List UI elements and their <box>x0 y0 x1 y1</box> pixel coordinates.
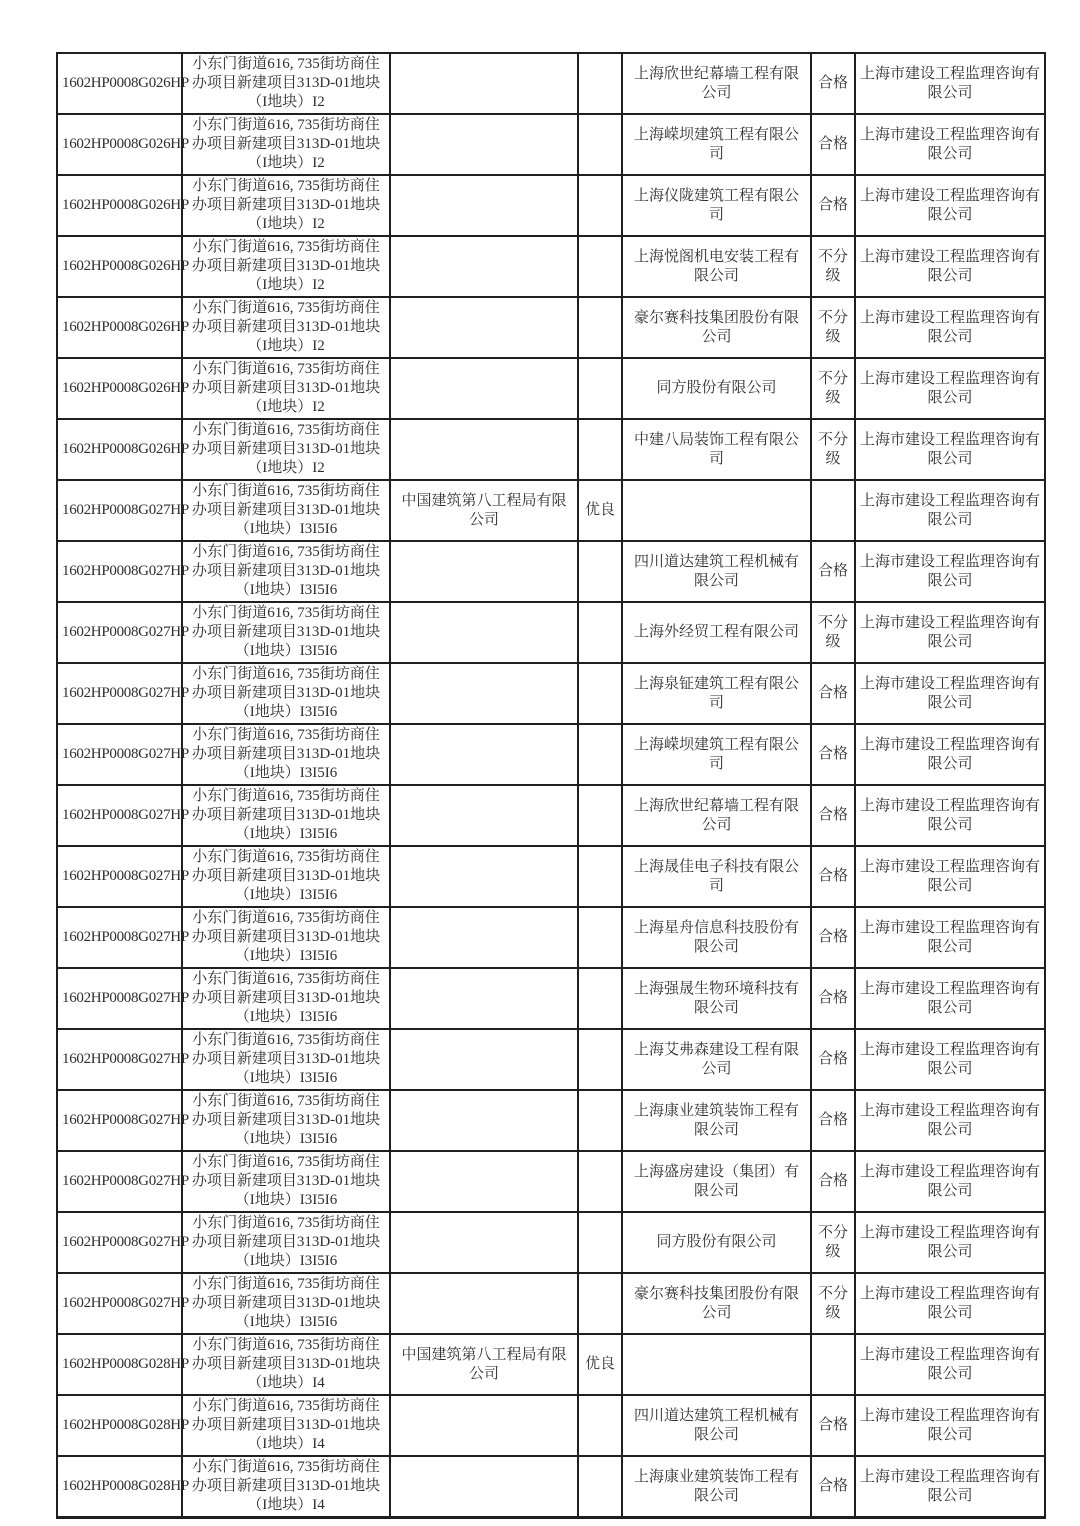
cell-project-name: 小东门街道616, 735街坊商住办项目新建项目313D-01地块（I地块）I3I5I6 <box>182 602 390 663</box>
cell-subcontractor: 四川道达建筑工程机械有限公司 <box>622 541 811 602</box>
cell-subcontractor-grade: 合格 <box>811 1029 855 1090</box>
cell-supervisor: 上海市建设工程监理咨询有限公司 <box>855 1334 1045 1395</box>
cell-registration-code: 1602HP0008G026HP <box>57 297 182 358</box>
cell-subcontractor: 上海嵘坝建筑工程有限公司 <box>622 724 811 785</box>
cell-contractor <box>390 358 578 419</box>
cell-subcontractor: 上海欣世纪幕墙工程有限公司 <box>622 785 811 846</box>
cell-project-name: 小东门街道616, 735街坊商住办项目新建项目313D-01地块（I地块）I3I5I6 <box>182 1212 390 1273</box>
cell-contractor-grade <box>578 1456 622 1518</box>
cell-registration-code: 1602HP0008G028HP <box>57 1395 182 1456</box>
cell-project-name: 小东门街道616, 735街坊商住办项目新建项目313D-01地块（I地块）I3I5I6 <box>182 1029 390 1090</box>
cell-contractor <box>390 1212 578 1273</box>
cell-subcontractor: 上海晟佳电子科技有限公司 <box>622 846 811 907</box>
cell-subcontractor-grade: 合格 <box>811 1395 855 1456</box>
cell-contractor-grade <box>578 785 622 846</box>
cell-supervisor: 上海市建设工程监理咨询有限公司 <box>855 663 1045 724</box>
cell-supervisor: 上海市建设工程监理咨询有限公司 <box>855 907 1045 968</box>
cell-subcontractor: 上海仪陇建筑工程有限公司 <box>622 175 811 236</box>
table-row <box>57 1151 1045 1212</box>
cell-contractor-grade <box>578 1212 622 1273</box>
cell-supervisor: 上海市建设工程监理咨询有限公司 <box>855 114 1045 175</box>
cell-project-name: 小东门街道616, 735街坊商住办项目新建项目313D-01地块（I地块）I2 <box>182 175 390 236</box>
cell-contractor <box>390 419 578 480</box>
cell-project-name: 小东门街道616, 735街坊商住办项目新建项目313D-01地块（I地块）I3I5I6 <box>182 1151 390 1212</box>
cell-supervisor: 上海市建设工程监理咨询有限公司 <box>855 53 1045 114</box>
cell-contractor <box>390 907 578 968</box>
cell-project-name: 小东门街道616, 735街坊商住办项目新建项目313D-01地块（I地块）I2 <box>182 53 390 114</box>
cell-contractor <box>390 236 578 297</box>
cell-subcontractor-grade: 合格 <box>811 1151 855 1212</box>
table-row <box>57 1090 1045 1151</box>
cell-contractor <box>390 53 578 114</box>
cell-project-name: 小东门街道616, 735街坊商住办项目新建项目313D-01地块（I地块）I2 <box>182 114 390 175</box>
cell-registration-code: 1602HP0008G027HP <box>57 1029 182 1090</box>
cell-subcontractor: 上海强晟生物环境科技有限公司 <box>622 968 811 1029</box>
cell-contractor-grade <box>578 297 622 358</box>
cell-registration-code: 1602HP0008G027HP <box>57 968 182 1029</box>
table-row <box>57 907 1045 968</box>
cell-contractor-grade <box>578 175 622 236</box>
cell-project-name: 小东门街道616, 735街坊商住办项目新建项目313D-01地块（I地块）I4 <box>182 1395 390 1456</box>
cell-project-name: 小东门街道616, 735街坊商住办项目新建项目313D-01地块（I地块）I3I5I6 <box>182 846 390 907</box>
table-row <box>57 297 1045 358</box>
cell-contractor-grade <box>578 1395 622 1456</box>
table-row <box>57 1334 1045 1395</box>
cell-contractor-grade <box>578 358 622 419</box>
table-row <box>57 785 1045 846</box>
cell-subcontractor: 上海艾弗森建设工程有限公司 <box>622 1029 811 1090</box>
cell-subcontractor-grade: 合格 <box>811 114 855 175</box>
table-row <box>57 1273 1045 1334</box>
cell-subcontractor-grade: 不分级 <box>811 236 855 297</box>
cell-project-name: 小东门街道616, 735街坊商住办项目新建项目313D-01地块（I地块）I3I5I6 <box>182 907 390 968</box>
table-row <box>57 1212 1045 1273</box>
cell-contractor-grade <box>578 602 622 663</box>
cell-subcontractor-grade: 合格 <box>811 663 855 724</box>
cell-supervisor: 上海市建设工程监理咨询有限公司 <box>855 1029 1045 1090</box>
table-row <box>57 724 1045 785</box>
cell-contractor <box>390 1395 578 1456</box>
cell-supervisor: 上海市建设工程监理咨询有限公司 <box>855 297 1045 358</box>
cell-contractor-grade <box>578 419 622 480</box>
cell-project-name: 小东门街道616, 735街坊商住办项目新建项目313D-01地块（I地块）I3I5I6 <box>182 724 390 785</box>
cell-contractor-grade <box>578 846 622 907</box>
cell-contractor <box>390 114 578 175</box>
cell-contractor: 中国建筑第八工程局有限公司 <box>390 480 578 541</box>
cell-project-name: 小东门街道616, 735街坊商住办项目新建项目313D-01地块（I地块）I4 <box>182 1334 390 1395</box>
cell-project-name: 小东门街道616, 735街坊商住办项目新建项目313D-01地块（I地块）I3I5I6 <box>182 968 390 1029</box>
cell-contractor-grade <box>578 541 622 602</box>
cell-supervisor: 上海市建设工程监理咨询有限公司 <box>855 602 1045 663</box>
cell-subcontractor: 豪尔赛科技集团股份有限公司 <box>622 1273 811 1334</box>
cell-subcontractor: 同方股份有限公司 <box>622 1212 811 1273</box>
cell-contractor-grade <box>578 907 622 968</box>
cell-subcontractor: 同方股份有限公司 <box>622 358 811 419</box>
cell-supervisor: 上海市建设工程监理咨询有限公司 <box>855 1212 1045 1273</box>
cell-subcontractor: 上海康业建筑装饰工程有限公司 <box>622 1456 811 1518</box>
cell-contractor: 中国建筑第八工程局有限公司 <box>390 1334 578 1395</box>
records-table <box>56 52 1046 1519</box>
cell-contractor <box>390 1151 578 1212</box>
cell-contractor-grade <box>578 1151 622 1212</box>
cell-supervisor: 上海市建设工程监理咨询有限公司 <box>855 541 1045 602</box>
cell-contractor <box>390 1029 578 1090</box>
cell-contractor-grade <box>578 968 622 1029</box>
cell-subcontractor <box>622 480 811 541</box>
cell-supervisor: 上海市建设工程监理咨询有限公司 <box>855 236 1045 297</box>
cell-registration-code: 1602HP0008G027HP <box>57 541 182 602</box>
cell-project-name: 小东门街道616, 735街坊商住办项目新建项目313D-01地块（I地块）I2 <box>182 419 390 480</box>
cell-project-name: 小东门街道616, 735街坊商住办项目新建项目313D-01地块（I地块）I3I5I6 <box>182 785 390 846</box>
cell-contractor-grade <box>578 1273 622 1334</box>
cell-contractor <box>390 724 578 785</box>
cell-subcontractor-grade: 不分级 <box>811 297 855 358</box>
cell-registration-code: 1602HP0008G028HP <box>57 1456 182 1518</box>
cell-project-name: 小东门街道616, 735街坊商住办项目新建项目313D-01地块（I地块）I3I5I6 <box>182 541 390 602</box>
cell-contractor <box>390 1090 578 1151</box>
cell-contractor-grade <box>578 114 622 175</box>
cell-subcontractor: 上海康业建筑装饰工程有限公司 <box>622 1090 811 1151</box>
cell-subcontractor: 上海星舟信息科技股份有限公司 <box>622 907 811 968</box>
cell-subcontractor <box>622 1334 811 1395</box>
cell-supervisor: 上海市建设工程监理咨询有限公司 <box>855 785 1045 846</box>
cell-subcontractor: 上海欣世纪幕墙工程有限公司 <box>622 53 811 114</box>
table-row <box>57 602 1045 663</box>
cell-registration-code: 1602HP0008G026HP <box>57 53 182 114</box>
cell-contractor <box>390 602 578 663</box>
cell-subcontractor-grade: 合格 <box>811 846 855 907</box>
cell-subcontractor-grade: 合格 <box>811 785 855 846</box>
cell-registration-code: 1602HP0008G028HP <box>57 1334 182 1395</box>
cell-contractor <box>390 1456 578 1518</box>
cell-subcontractor-grade <box>811 1334 855 1395</box>
cell-supervisor: 上海市建设工程监理咨询有限公司 <box>855 480 1045 541</box>
cell-project-name: 小东门街道616, 735街坊商住办项目新建项目313D-01地块（I地块）I3I5I6 <box>182 480 390 541</box>
cell-contractor-grade <box>578 53 622 114</box>
cell-supervisor: 上海市建设工程监理咨询有限公司 <box>855 1090 1045 1151</box>
cell-subcontractor-grade: 合格 <box>811 968 855 1029</box>
cell-subcontractor: 上海悦阁机电安装工程有限公司 <box>622 236 811 297</box>
cell-subcontractor-grade: 不分级 <box>811 602 855 663</box>
cell-registration-code: 1602HP0008G027HP <box>57 1212 182 1273</box>
cell-registration-code: 1602HP0008G027HP <box>57 724 182 785</box>
records-table-body <box>57 53 1045 1518</box>
cell-subcontractor-grade: 合格 <box>811 541 855 602</box>
cell-subcontractor-grade: 不分级 <box>811 358 855 419</box>
cell-supervisor: 上海市建设工程监理咨询有限公司 <box>855 175 1045 236</box>
cell-registration-code: 1602HP0008G027HP <box>57 1151 182 1212</box>
table-row <box>57 358 1045 419</box>
cell-subcontractor: 中建八局装饰工程有限公司 <box>622 419 811 480</box>
cell-contractor-grade <box>578 1029 622 1090</box>
cell-contractor <box>390 846 578 907</box>
cell-contractor <box>390 663 578 724</box>
cell-supervisor: 上海市建设工程监理咨询有限公司 <box>855 724 1045 785</box>
cell-registration-code: 1602HP0008G027HP <box>57 846 182 907</box>
cell-subcontractor-grade <box>811 480 855 541</box>
cell-registration-code: 1602HP0008G027HP <box>57 1090 182 1151</box>
cell-registration-code: 1602HP0008G026HP <box>57 114 182 175</box>
table-row <box>57 968 1045 1029</box>
cell-contractor-grade <box>578 1090 622 1151</box>
cell-subcontractor-grade: 合格 <box>811 1090 855 1151</box>
cell-project-name: 小东门街道616, 735街坊商住办项目新建项目313D-01地块（I地块）I2 <box>182 297 390 358</box>
cell-registration-code: 1602HP0008G027HP <box>57 663 182 724</box>
cell-supervisor: 上海市建设工程监理咨询有限公司 <box>855 358 1045 419</box>
cell-subcontractor-grade: 不分级 <box>811 1273 855 1334</box>
table-row <box>57 236 1045 297</box>
cell-subcontractor-grade: 合格 <box>811 175 855 236</box>
cell-contractor <box>390 785 578 846</box>
cell-project-name: 小东门街道616, 735街坊商住办项目新建项目313D-01地块（I地块）I3I5I6 <box>182 1273 390 1334</box>
cell-contractor-grade <box>578 724 622 785</box>
table-row <box>57 53 1045 114</box>
cell-registration-code: 1602HP0008G027HP <box>57 602 182 663</box>
cell-project-name: 小东门街道616, 735街坊商住办项目新建项目313D-01地块（I地块）I2 <box>182 358 390 419</box>
cell-subcontractor: 上海外经贸工程有限公司 <box>622 602 811 663</box>
table-row <box>57 1456 1045 1518</box>
cell-supervisor: 上海市建设工程监理咨询有限公司 <box>855 1273 1045 1334</box>
cell-contractor-grade: 优良 <box>578 480 622 541</box>
table-row <box>57 1029 1045 1090</box>
cell-subcontractor-grade: 合格 <box>811 724 855 785</box>
cell-registration-code: 1602HP0008G026HP <box>57 236 182 297</box>
cell-contractor <box>390 968 578 1029</box>
cell-registration-code: 1602HP0008G026HP <box>57 419 182 480</box>
cell-project-name: 小东门街道616, 735街坊商住办项目新建项目313D-01地块（I地块）I3I5I6 <box>182 1090 390 1151</box>
cell-contractor <box>390 175 578 236</box>
cell-supervisor: 上海市建设工程监理咨询有限公司 <box>855 1456 1045 1518</box>
cell-subcontractor-grade: 不分级 <box>811 419 855 480</box>
table-row <box>57 419 1045 480</box>
cell-subcontractor-grade: 不分级 <box>811 1212 855 1273</box>
cell-registration-code: 1602HP0008G027HP <box>57 785 182 846</box>
table-row <box>57 114 1045 175</box>
cell-contractor <box>390 541 578 602</box>
cell-supervisor: 上海市建设工程监理咨询有限公司 <box>855 419 1045 480</box>
table-row <box>57 175 1045 236</box>
cell-registration-code: 1602HP0008G026HP <box>57 175 182 236</box>
cell-subcontractor: 上海泉钲建筑工程有限公司 <box>622 663 811 724</box>
cell-registration-code: 1602HP0008G026HP <box>57 358 182 419</box>
cell-contractor <box>390 1273 578 1334</box>
cell-supervisor: 上海市建设工程监理咨询有限公司 <box>855 846 1045 907</box>
cell-supervisor: 上海市建设工程监理咨询有限公司 <box>855 968 1045 1029</box>
cell-supervisor: 上海市建设工程监理咨询有限公司 <box>855 1395 1045 1456</box>
table-row <box>57 846 1045 907</box>
cell-contractor <box>390 297 578 358</box>
cell-subcontractor: 上海盛房建设（集团）有限公司 <box>622 1151 811 1212</box>
cell-subcontractor: 四川道达建筑工程机械有限公司 <box>622 1395 811 1456</box>
cell-project-name: 小东门街道616, 735街坊商住办项目新建项目313D-01地块（I地块）I2 <box>182 236 390 297</box>
table-row <box>57 480 1045 541</box>
cell-subcontractor-grade: 合格 <box>811 1456 855 1518</box>
cell-subcontractor-grade: 合格 <box>811 907 855 968</box>
cell-registration-code: 1602HP0008G027HP <box>57 480 182 541</box>
cell-subcontractor: 豪尔赛科技集团股份有限公司 <box>622 297 811 358</box>
cell-subcontractor: 上海嵘坝建筑工程有限公司 <box>622 114 811 175</box>
cell-contractor-grade <box>578 236 622 297</box>
cell-subcontractor-grade: 合格 <box>811 53 855 114</box>
cell-registration-code: 1602HP0008G027HP <box>57 907 182 968</box>
cell-supervisor: 上海市建设工程监理咨询有限公司 <box>855 1151 1045 1212</box>
cell-project-name: 小东门街道616, 735街坊商住办项目新建项目313D-01地块（I地块）I3I5I6 <box>182 663 390 724</box>
cell-project-name: 小东门街道616, 735街坊商住办项目新建项目313D-01地块（I地块）I4 <box>182 1456 390 1518</box>
cell-contractor-grade: 优良 <box>578 1334 622 1395</box>
table-row <box>57 1395 1045 1456</box>
table-row <box>57 541 1045 602</box>
cell-registration-code: 1602HP0008G027HP <box>57 1273 182 1334</box>
cell-contractor-grade <box>578 663 622 724</box>
table-row <box>57 663 1045 724</box>
